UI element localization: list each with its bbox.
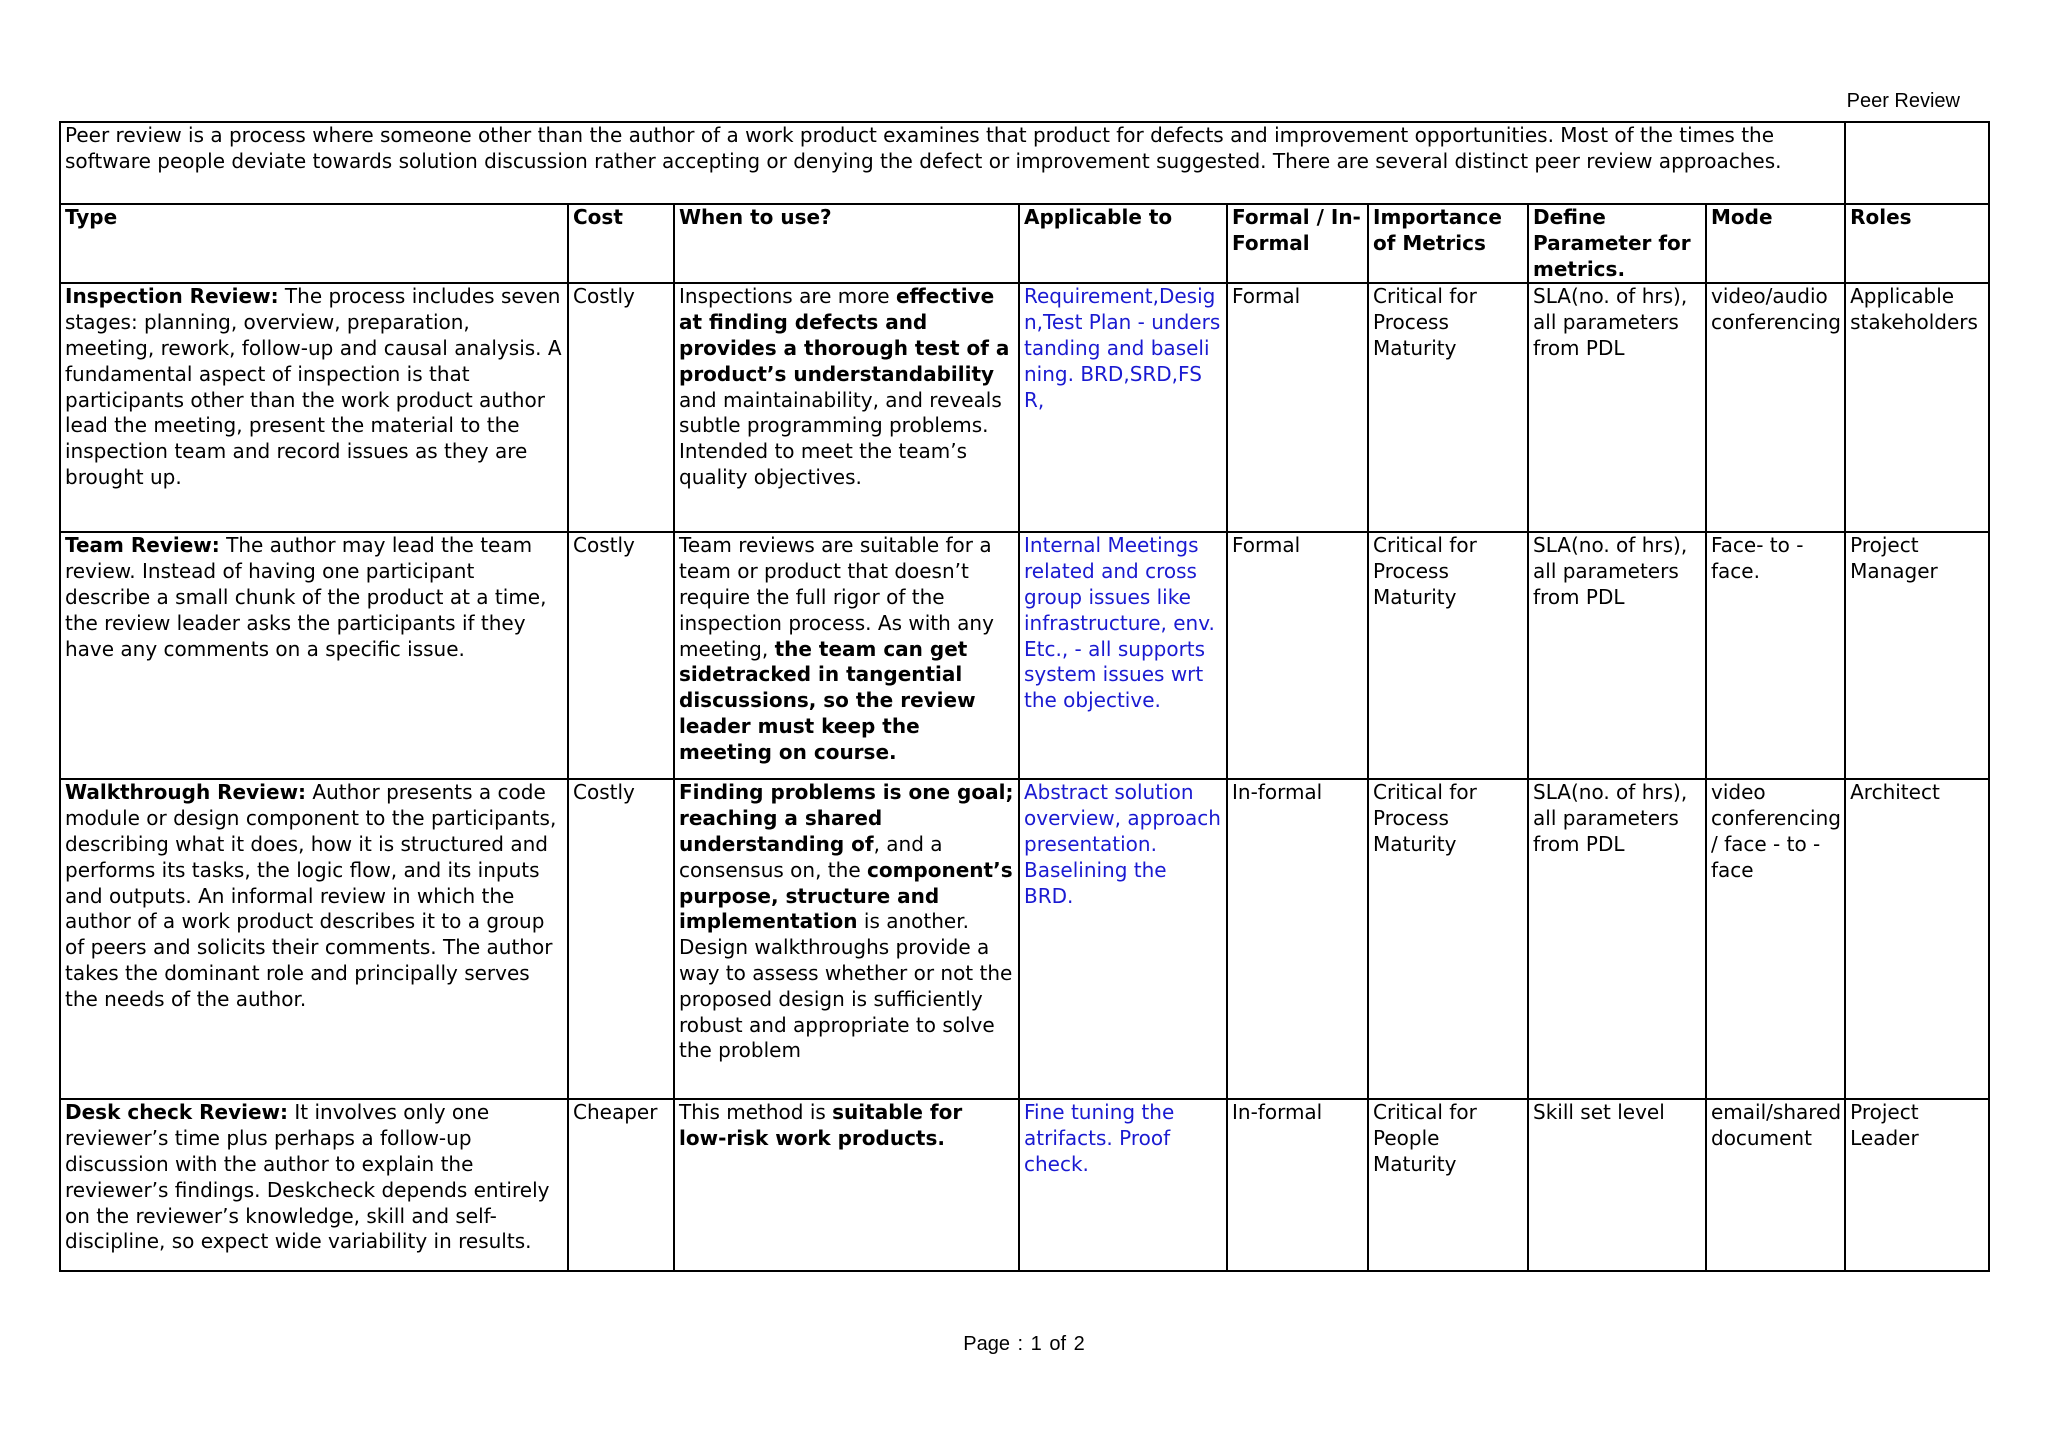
cost-cell: Costly <box>568 779 674 1099</box>
page-footer <box>0 1333 2048 1356</box>
when-text: , and a consensus on, the <box>679 831 943 882</box>
when-text: and maintainability, and reveals subtle programming problems. Intended to meet the team’s quality objectives. <box>679 387 1002 489</box>
applicable-cell: Internal Meetings related and cross group issues like infrastructure, env. Etc., - all supports system issues wrt the objective. <box>1019 532 1227 779</box>
when-cell <box>674 283 1019 532</box>
header-cost: Cost <box>568 204 674 283</box>
header-parameter: Define Parameter for metrics. <box>1528 204 1706 283</box>
header-when-to-use: When to use? <box>674 204 1019 283</box>
mode-cell: video/audio conferencing <box>1706 283 1845 532</box>
type-description: The process includes seven stages: planning, overview, preparation, meeting, rework, follow-up and causal analysis. A fundamental aspect of inspection is that participants other than the work product author lead the meeting, present the material to the inspection team and record issues as they are brought up. <box>65 284 562 489</box>
type-title: Team Review: <box>65 533 220 558</box>
roles-cell: Project Leader <box>1845 1099 1989 1271</box>
when-text: This method is <box>679 1100 833 1125</box>
intro-text: Peer review is a process where someone other than the author of a work product examines that product for defects and improvement opportunities. Most of the times the software people deviate towards solution discussion rather accepting or denying the defect or improvement suggested. There are several distinct peer review approaches. <box>60 122 1845 204</box>
when-text-bold: component’s purpose, structure and implementation <box>679 857 1013 934</box>
table-row <box>60 283 1989 532</box>
type-cell <box>60 283 568 532</box>
parameter-cell: SLA(no. of hrs), all parameters from PDL <box>1528 779 1706 1099</box>
header-mode: Mode <box>1706 204 1845 283</box>
when-text: Inspections are more <box>679 284 896 309</box>
formal-cell: In-formal <box>1227 1099 1368 1271</box>
when-text-bold: Finding problems is one goal; reaching a shared understanding of <box>679 780 1014 856</box>
importance-cell: Critical for People Maturity <box>1368 1099 1528 1271</box>
applicable-cell: Abstract solution overview, approach presentation. Baselining the BRD. <box>1019 779 1227 1099</box>
intro-row <box>60 122 1989 204</box>
table-row <box>60 779 1989 1099</box>
type-title: Walkthrough Review: <box>65 780 307 805</box>
applicable-cell: Fine tuning the atrifacts. Proof check. <box>1019 1099 1227 1271</box>
when-cell <box>674 532 1019 779</box>
footer-page-label: Page : <box>963 1333 1024 1355</box>
type-description: The author may lead the team review. Instead of having one participant describe a small chunk of the product at a time, the review leader asks the participants if they have any comments on a specific issue. <box>65 533 547 661</box>
formal-cell: In-formal <box>1227 779 1368 1099</box>
when-cell <box>674 779 1019 1099</box>
table-row <box>60 1099 1989 1271</box>
header-roles: Roles <box>1845 204 1989 283</box>
header-type: Type <box>60 204 568 283</box>
mode-cell: Face- to - face. <box>1706 532 1845 779</box>
applicable-cell: Requirement,Design,Test Plan - understanding and baselining. BRD,SRD,FSR, <box>1019 283 1227 532</box>
footer-of-label: of <box>1049 1333 1067 1355</box>
when-cell <box>674 1099 1019 1271</box>
cost-cell: Costly <box>568 283 674 532</box>
page-header-title: Peer Review <box>1846 90 1960 112</box>
when-text-bold: suitable for low-risk work products. <box>679 1100 963 1151</box>
type-description: Author presents a code module or design component to the participants, describing what it does, how it is structured and performs its tasks, the logic flow, and its inputs and outputs. An informal review in which the author of a work product describes it to a group of peers and solicits their comments. The author takes the dominant role and principally serves the needs of the author. <box>65 780 557 1011</box>
footer-total-pages: 2 <box>1073 1333 1085 1355</box>
parameter-cell: Skill set level <box>1528 1099 1706 1271</box>
cost-cell: Costly <box>568 532 674 779</box>
type-cell <box>60 1099 568 1271</box>
when-text: Team reviews are suitable for a team or product that doesn’t require the full rigor of the inspection process. As with any meeting, <box>679 533 994 661</box>
importance-cell: Critical for Process Maturity <box>1368 532 1528 779</box>
formal-cell: Formal <box>1227 532 1368 779</box>
roles-cell: Project Manager <box>1845 532 1989 779</box>
footer-current-page: 1 <box>1030 1333 1042 1355</box>
when-text-bold: effective at finding defects and provides a thorough test of a product’s understandability <box>679 284 1010 386</box>
table-row <box>60 532 1989 779</box>
importance-cell: Critical for Process Maturity <box>1368 779 1528 1099</box>
peer-review-table <box>59 121 1990 1272</box>
roles-cell: Applicable stakeholders <box>1845 283 1989 532</box>
parameter-cell: SLA(no. of hrs), all parameters from PDL <box>1528 283 1706 532</box>
importance-cell: Critical for Process Maturity <box>1368 283 1528 532</box>
roles-cell: Architect <box>1845 779 1989 1099</box>
type-title: Desk check Review: <box>65 1100 289 1125</box>
parameter-cell: SLA(no. of hrs), all parameters from PDL <box>1528 532 1706 779</box>
mode-cell: video conferencing / face - to - face <box>1706 779 1845 1099</box>
intro-empty-cell <box>1845 122 1989 204</box>
type-cell <box>60 532 568 779</box>
header-formal: Formal / In-Formal <box>1227 204 1368 283</box>
header-applicable-to: Applicable to <box>1019 204 1227 283</box>
formal-cell: Formal <box>1227 283 1368 532</box>
when-text-bold: the team can get sidetracked in tangential discussions, so the review leader must keep the meeting on course. <box>679 636 976 764</box>
type-cell <box>60 779 568 1099</box>
cost-cell: Cheaper <box>568 1099 674 1271</box>
mode-cell: email/shared document <box>1706 1099 1845 1271</box>
header-importance: Importance of Metrics <box>1368 204 1528 283</box>
type-title: Inspection Review: <box>65 284 279 309</box>
when-text: is another. Design walkthroughs provide a way to assess whether or not the proposed design is sufficiently robust and appropriate to solve the problem <box>679 909 1013 1063</box>
type-description: It involves only one reviewer’s time plus perhaps a follow-up discussion with the author to explain the reviewer’s findings. Deskcheck depends entirely on the reviewer’s knowledge, skill and self-discipline, so expect wide variability in results. <box>65 1100 550 1254</box>
table-header-row <box>60 204 1989 283</box>
